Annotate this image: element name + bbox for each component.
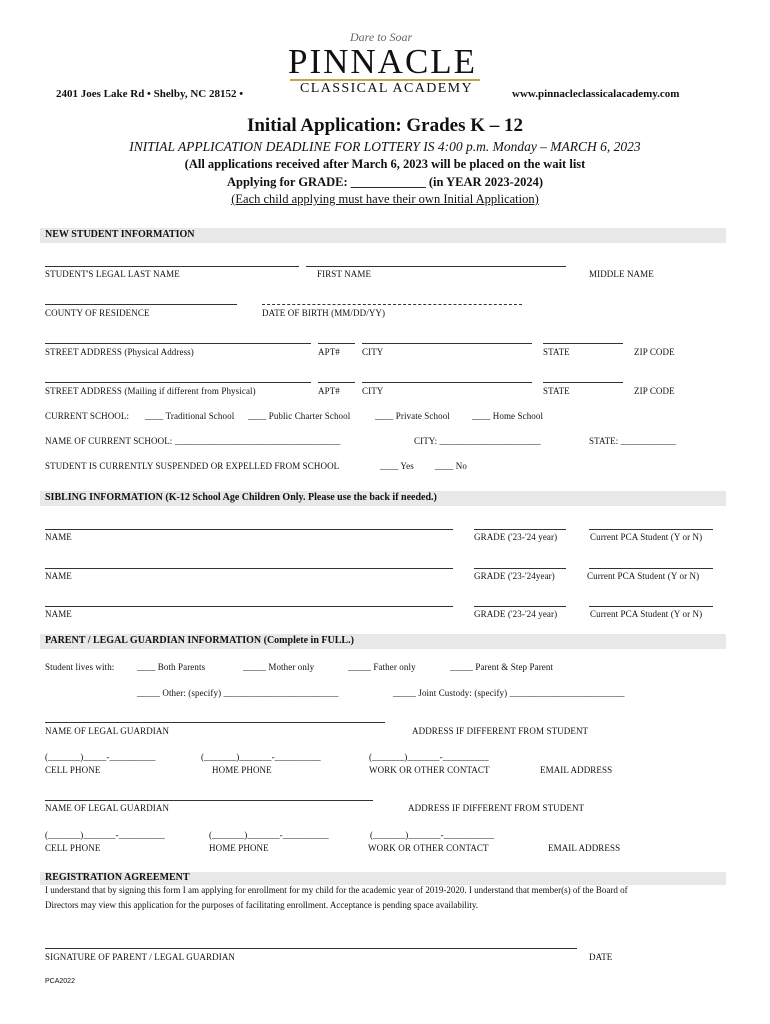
guardian-1-home-label: HOME PHONE [212, 765, 272, 775]
guardian-2-cell-label: CELL PHONE [45, 843, 101, 853]
current-school-state-field[interactable]: STATE: ____________ [589, 436, 676, 446]
opt-joint-custody[interactable]: _____ Joint Custody: (specify) _________________________ [393, 688, 625, 698]
first-name-label: FIRST NAME [317, 269, 372, 279]
guardian-2-work-field[interactable]: (_______)_______-___________ [370, 830, 495, 840]
first-name-line[interactable] [306, 266, 566, 267]
sibling-2-current-line[interactable] [589, 568, 713, 569]
opt-mother-only[interactable]: _____ Mother only [243, 662, 315, 672]
grade-text: Applying for GRADE: ____________ (in YEAR 2023-2024) [227, 175, 543, 189]
guardian-2-name-label: NAME OF LEGAL GUARDIAN [45, 803, 170, 813]
waitlist-text: (All applications received after March 6, 2023 will be placed on the wait list [184, 157, 586, 171]
opt-father-only[interactable]: _____ Father only [348, 662, 416, 672]
street-physical-line[interactable] [45, 343, 311, 344]
sibling-2-grade-label: GRADE ('23-'24year) [474, 571, 555, 581]
sibling-3-current-line[interactable] [589, 606, 713, 607]
sibling-2-grade-line[interactable] [474, 568, 566, 569]
dob-line[interactable] [262, 304, 522, 305]
suspended-yes[interactable]: ____ Yes [380, 461, 414, 471]
guardian-1-name-label: NAME OF LEGAL GUARDIAN [45, 726, 170, 736]
date-label: DATE [589, 952, 613, 962]
guardian-2-address-label: ADDRESS IF DIFFERENT FROM STUDENT [408, 803, 585, 813]
signature-line[interactable] [45, 948, 577, 949]
sibling-2-name-line[interactable] [45, 568, 453, 569]
current-school-label: CURRENT SCHOOL: [45, 411, 130, 421]
school-website[interactable]: www.pinnacleclassicalacademy.com [512, 88, 680, 100]
agreement-text-line-2: Directors may view this application for the purposes of facilitating enrollment. Acceptance is pending space availability. [45, 900, 479, 910]
student-section-header [40, 228, 726, 243]
guardian-2-home-label: HOME PHONE [209, 843, 269, 853]
zip-physical-label: ZIP CODE [634, 347, 675, 357]
county-label: COUNTY OF RESIDENCE [45, 308, 150, 318]
parent-section-header [40, 634, 726, 649]
current-school-city-field[interactable]: CITY: ______________________ [414, 436, 541, 446]
state-mailing-line[interactable] [543, 382, 623, 383]
sibling-section-header [40, 491, 726, 506]
sibling-section-title: SIBLING INFORMATION (K-12 School Age Children Only. Please use the back if needed.) [45, 492, 437, 503]
lives-with-label: Student lives with: [45, 662, 115, 672]
state-mailing-label: STATE [543, 386, 570, 396]
last-name-label: STUDENT'S LEGAL LAST NAME [45, 269, 180, 279]
guardian-2-work-label: WORK OR OTHER CONTACT [368, 843, 489, 853]
school-address: 2401 Joes Lake Rd • Shelby, NC 28152 • [56, 88, 244, 100]
sibling-3-name-line[interactable] [45, 606, 453, 607]
guardian-2-home-field[interactable]: (_______)_______-__________ [209, 830, 329, 840]
sibling-2-current-label: Current PCA Student (Y or N) [587, 571, 700, 581]
guardian-1-work-field[interactable]: (_______)_______-__________ [369, 752, 489, 762]
street-mailing-line[interactable] [45, 382, 311, 383]
sibling-1-current-label: Current PCA Student (Y or N) [590, 532, 703, 542]
signature-label: SIGNATURE OF PARENT / LEGAL GUARDIAN [45, 952, 236, 962]
guardian-1-cell-label: CELL PHONE [45, 765, 101, 775]
guardian-2-email-label: EMAIL ADDRESS [548, 843, 621, 853]
sibling-3-grade-line[interactable] [474, 606, 566, 607]
zip-mailing-label: ZIP CODE [634, 386, 675, 396]
street-physical-label: STREET ADDRESS (Physical Address) [45, 347, 194, 357]
city-physical-label: CITY [362, 347, 384, 357]
agreement-section-title: REGISTRATION AGREEMENT [45, 872, 190, 883]
county-line[interactable] [45, 304, 237, 305]
street-mailing-label: STREET ADDRESS (Mailing if different from Physical) [45, 386, 256, 396]
logo-main: PINNACLE [288, 42, 478, 81]
city-mailing-line[interactable] [362, 382, 532, 383]
guardian-1-email-label: EMAIL ADDRESS [540, 765, 613, 775]
sibling-2-name-label: NAME [45, 571, 72, 581]
agreement-text-line-1: I understand that by signing this form I am applying for enrollment for my child for the academic year of 2019-2020. I understand that member(s) of the Board of [45, 885, 628, 895]
opt-other-specify[interactable]: _____ Other: (specify) _________________________ [137, 688, 339, 698]
apt-mailing-line[interactable] [318, 382, 355, 383]
logo-sub: CLASSICAL ACADEMY [300, 81, 474, 96]
opt-traditional-school[interactable]: ____ Traditional School [145, 411, 235, 421]
sibling-1-name-line[interactable] [45, 529, 453, 530]
student-section-title: NEW STUDENT INFORMATION [45, 229, 195, 240]
last-name-line[interactable] [45, 266, 299, 267]
sibling-1-grade-label: GRADE ('23-'24 year) [474, 532, 558, 542]
sibling-1-current-line[interactable] [589, 529, 713, 530]
opt-home-school[interactable]: ____ Home School [472, 411, 544, 421]
page-title: Initial Application: Grades K – 12 [246, 115, 524, 136]
guardian-1-name-line[interactable] [45, 722, 385, 723]
guardian-1-address-label: ADDRESS IF DIFFERENT FROM STUDENT [412, 726, 589, 736]
deadline-text: INITIAL APPLICATION DEADLINE FOR LOTTERY IS 4:00 p.m. Monday – MARCH 6, 2023 [129, 139, 641, 154]
opt-public-charter[interactable]: ____ Public Charter School [248, 411, 351, 421]
middle-name-label: MIDDLE NAME [589, 269, 654, 279]
apt-mailing-label: APT# [318, 386, 340, 396]
sibling-3-current-label: Current PCA Student (Y or N) [590, 609, 703, 619]
opt-private-school[interactable]: ____ Private School [375, 411, 450, 421]
guardian-2-name-line[interactable] [45, 800, 373, 801]
city-physical-line[interactable] [362, 343, 532, 344]
apt-physical-label: APT# [318, 347, 340, 357]
state-physical-line[interactable] [543, 343, 623, 344]
city-mailing-label: CITY [362, 386, 384, 396]
sibling-1-grade-line[interactable] [474, 529, 566, 530]
dob-label: DATE OF BIRTH (MM/DD/YY) [262, 308, 386, 318]
suspended-label: STUDENT IS CURRENTLY SUSPENDED OR EXPELLED FROM SCHOOL [45, 461, 340, 471]
parent-section-title: PARENT / LEGAL GUARDIAN INFORMATION (Complete in FULL.) [45, 635, 354, 646]
guardian-2-cell-field[interactable]: (_______)_______-__________ [45, 830, 165, 840]
sibling-3-name-label: NAME [45, 609, 72, 619]
logo-tagline: Dare to Soar [350, 30, 413, 44]
sibling-1-name-label: NAME [45, 532, 72, 542]
sibling-3-grade-label: GRADE ('23-'24 year) [474, 609, 558, 619]
form-code: PCA2022 [45, 978, 75, 985]
each-child-note: (Each child applying must have their own Initial Application) [231, 192, 539, 206]
opt-both-parents[interactable]: ____ Both Parents [137, 662, 206, 672]
suspended-no[interactable]: ____ No [435, 461, 467, 471]
apt-physical-line[interactable] [318, 343, 355, 344]
guardian-1-home-field[interactable]: (_______)_______-__________ [201, 752, 321, 762]
agreement-section-header [40, 872, 726, 885]
state-physical-label: STATE [543, 347, 570, 357]
current-school-name-field[interactable]: NAME OF CURRENT SCHOOL: ____________________________________ [45, 436, 341, 446]
guardian-1-cell-field[interactable]: (_______)_____-__________ [45, 752, 156, 762]
opt-parent-step[interactable]: _____ Parent & Step Parent [450, 662, 554, 672]
guardian-1-work-label: WORK OR OTHER CONTACT [369, 765, 490, 775]
